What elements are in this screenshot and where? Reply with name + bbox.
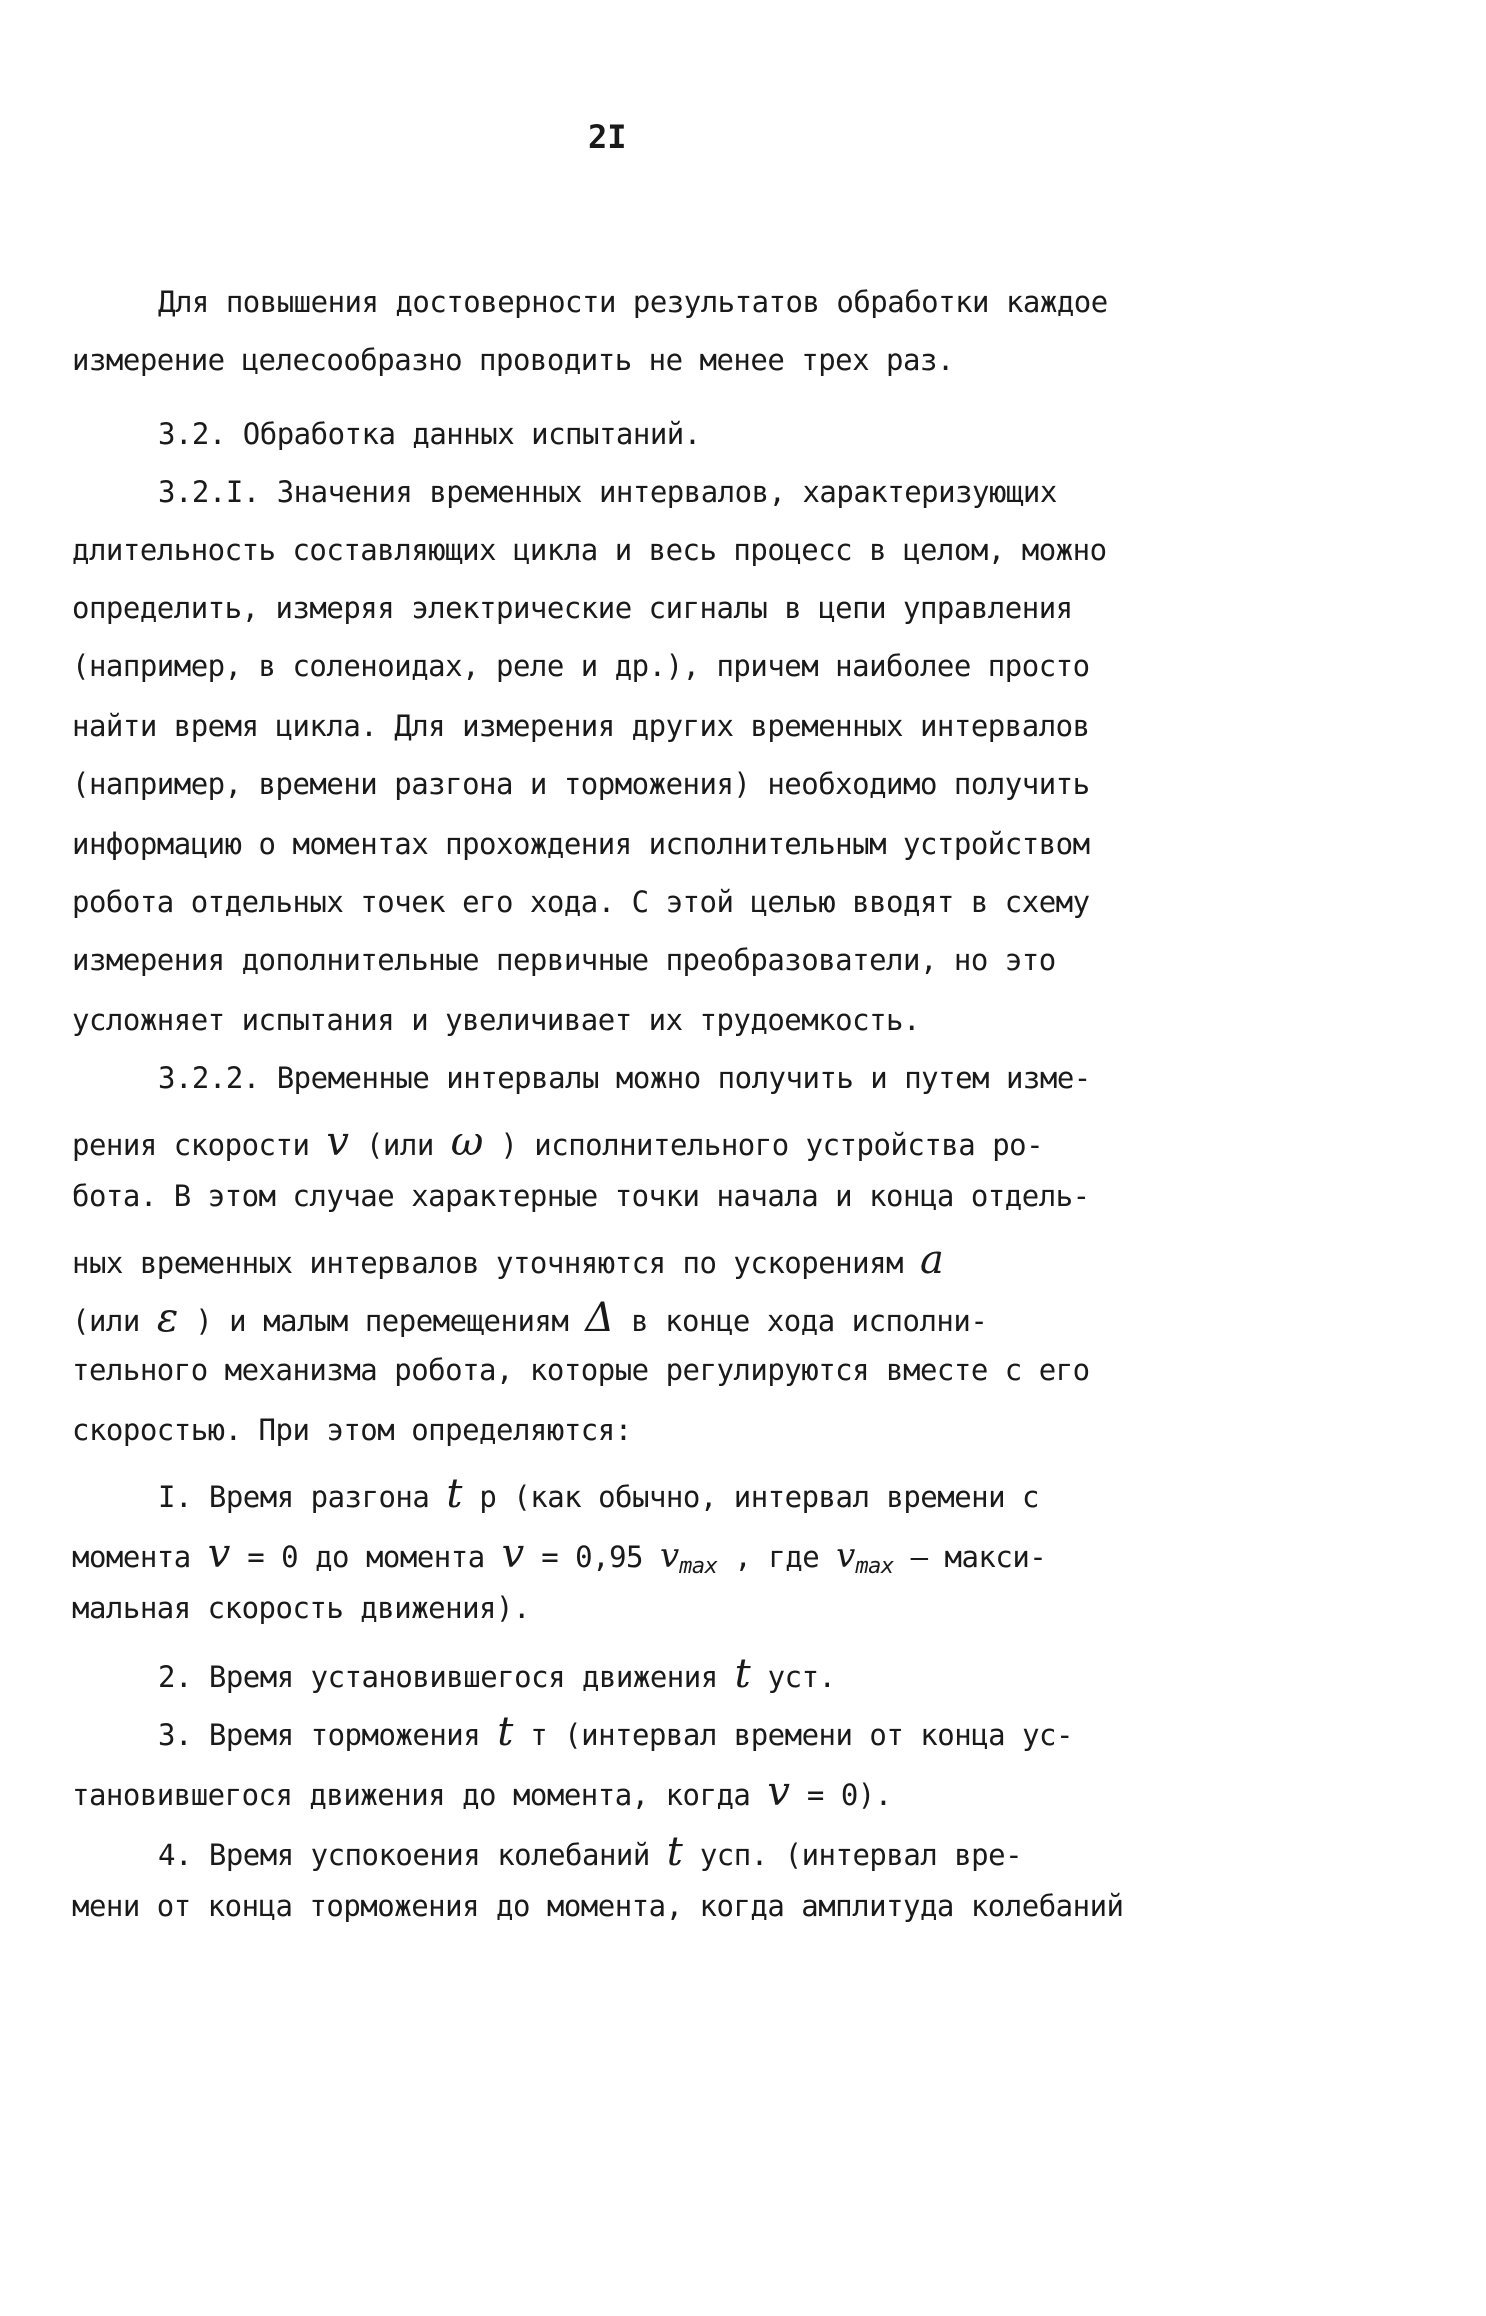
velocity-symbol: v bbox=[326, 1119, 350, 1165]
time-symbol: t bbox=[446, 1471, 463, 1517]
time-symbol: t bbox=[666, 1829, 683, 1875]
max-velocity-symbol: v bbox=[659, 1536, 680, 1576]
text-line: тельного механизма робота, которые регулируются вместе с его bbox=[72, 1353, 1090, 1387]
text-line: ных временных интервалов уточняются по ускорениям a bbox=[72, 1237, 944, 1283]
text-line: момента v = 0 до момента v = 0,95 $v_{max}$ , где $v_{max}$ – макси- bbox=[72, 1531, 1047, 1579]
text-line: мени от конца торможения до момента, когда амплитуда колебаний bbox=[72, 1889, 1124, 1923]
text-line: 3.2.2. Временные интервалы можно получить и путем изме- bbox=[158, 1061, 1091, 1095]
velocity-symbol: v bbox=[501, 1531, 525, 1577]
velocity-symbol: v bbox=[767, 1769, 790, 1815]
angular-velocity-symbol: ω bbox=[450, 1119, 484, 1165]
text-line: измерения дополнительные первичные преобразователи, но это bbox=[72, 943, 1056, 977]
page-number: 2I bbox=[588, 118, 627, 156]
text-line: (или ε ) и малым перемещениям Δ в конце хода исполни- bbox=[72, 1295, 988, 1341]
list-item: I. Время разгона t р (как обычно, интервал времени с bbox=[158, 1471, 1040, 1517]
section-heading: 3.2. Обработка данных испытаний. bbox=[158, 417, 701, 451]
text-line: рения скорости v (или ω ) исполнительного устройства ро- bbox=[72, 1119, 1044, 1165]
text-line: 3.2.I. Значения временных интервалов, характеризующих bbox=[158, 475, 1057, 509]
text-line: робота отдельных точек его хода. С этой целью вводят в схему bbox=[72, 885, 1090, 919]
text-line: найти время цикла. Для измерения других временных интервалов bbox=[72, 709, 1090, 743]
time-symbol: t bbox=[734, 1651, 751, 1697]
list-item: 4. Время успокоения колебаний t усп. (интервал вре- bbox=[158, 1829, 1023, 1875]
list-item: 3. Время торможения t т (интервал времени от конца ус- bbox=[158, 1709, 1073, 1755]
displacement-symbol: Δ bbox=[585, 1295, 615, 1341]
text-line: (например, времени разгона и торможения) необходимо получить bbox=[72, 767, 1090, 801]
text-line: бота. В этом случае характерные точки начала и конца отдель- bbox=[72, 1179, 1090, 1213]
time-symbol: t bbox=[497, 1709, 514, 1755]
text-line: тановившегося движения до момента, когда v = 0). bbox=[72, 1769, 892, 1815]
text-line: информацию о моментах прохождения исполнительным устройством bbox=[72, 827, 1090, 861]
text-line: длительность составляющих цикла и весь процесс в целом, можно bbox=[72, 533, 1107, 567]
list-item: 2. Время установившегося движения t уст. bbox=[158, 1651, 836, 1697]
velocity-symbol: v bbox=[207, 1531, 231, 1577]
text-line: определить, измеряя электрические сигналы в цепи управления bbox=[72, 591, 1073, 625]
acceleration-symbol: a bbox=[919, 1237, 944, 1283]
text-line: скоростью. При этом определяются: bbox=[72, 1413, 632, 1447]
text-line: Для повышения достоверности результатов обработки каждое bbox=[158, 285, 1108, 319]
text-line: (например, в соленоидах, реле и др.), причем наиболее просто bbox=[72, 649, 1090, 683]
max-velocity-symbol: v bbox=[836, 1536, 856, 1576]
text-line: усложняет испытания и увеличивает их трудоемкость. bbox=[72, 1003, 920, 1037]
text-line: измерение целесообразно проводить не менее трех раз. bbox=[72, 343, 954, 377]
text-line: мальная скорость движения). bbox=[72, 1591, 530, 1625]
angular-acceleration-symbol: ε bbox=[156, 1295, 179, 1341]
